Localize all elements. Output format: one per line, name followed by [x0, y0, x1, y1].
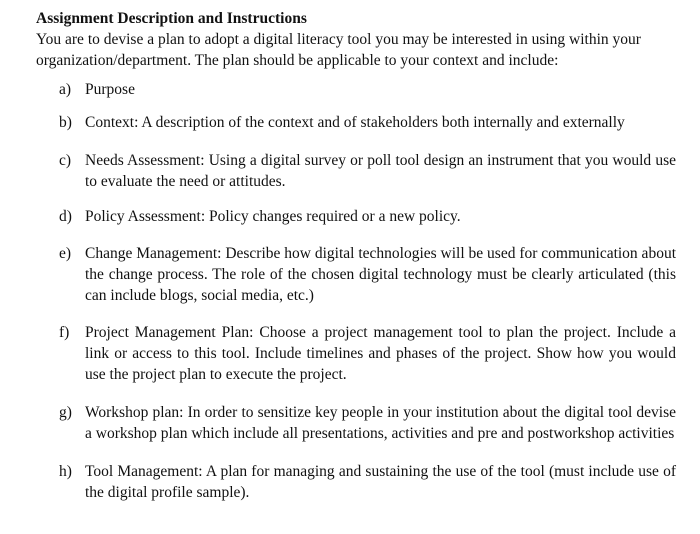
list-item-marker: f): [59, 324, 70, 341]
assignment-document: [36, 8, 676, 503]
list-item-text: Needs Assessment: Using a digital survey or poll tool design an instrument that you would use to evaluate the need or attitudes.: [85, 152, 676, 190]
list-item-marker: h): [59, 463, 72, 480]
list-item: [36, 150, 676, 192]
document-intro: You are to devise a plan to adopt a digital literacy tool you may be interested in using within your organization/department. The plan should be applicable to your context and include:: [36, 31, 641, 69]
list-item-text: Context: A description of the context and of stakeholders both internally and externally: [85, 114, 625, 131]
list-item: [36, 461, 676, 503]
document-title: Assignment Description and Instructions: [36, 10, 307, 27]
list-item: [36, 206, 676, 227]
list-item-marker: d): [59, 208, 72, 225]
list-item-marker: c): [59, 152, 72, 169]
list-item-text: Purpose: [85, 81, 135, 98]
list-item: [36, 112, 676, 133]
list-item: [36, 322, 676, 385]
list-item: [36, 79, 676, 100]
list-item-marker: e): [59, 245, 72, 262]
list-item-marker: b): [59, 114, 72, 131]
list-item-marker: a): [59, 81, 72, 98]
requirements-list: [36, 79, 676, 503]
list-item: [36, 402, 676, 444]
list-item-marker: g): [59, 404, 72, 421]
list-item: [36, 243, 676, 306]
list-item-text: Tool Management: A plan for managing and sustaining the use of the tool (must include use of the digital profile sample).: [85, 463, 676, 501]
list-item-text: Policy Assessment: Policy changes required or a new policy.: [85, 208, 461, 225]
list-item-text: Change Management: Describe how digital technologies will be used for communication about the change process. The role of the chosen digital technology must be clearly articulated (this can include blogs, social media, etc.): [85, 245, 676, 304]
list-item-text: Project Management Plan: Choose a project management tool to plan the project. Include a link or access to this tool. Include timelines and phases of the project. Show how you would use the project plan to execute the project.: [85, 324, 676, 383]
list-item-text: Workshop plan: In order to sensitize key people in your institution about the digital tool devise a workshop plan which include all presentations, activities and pre and postworkshop activities: [85, 404, 676, 442]
